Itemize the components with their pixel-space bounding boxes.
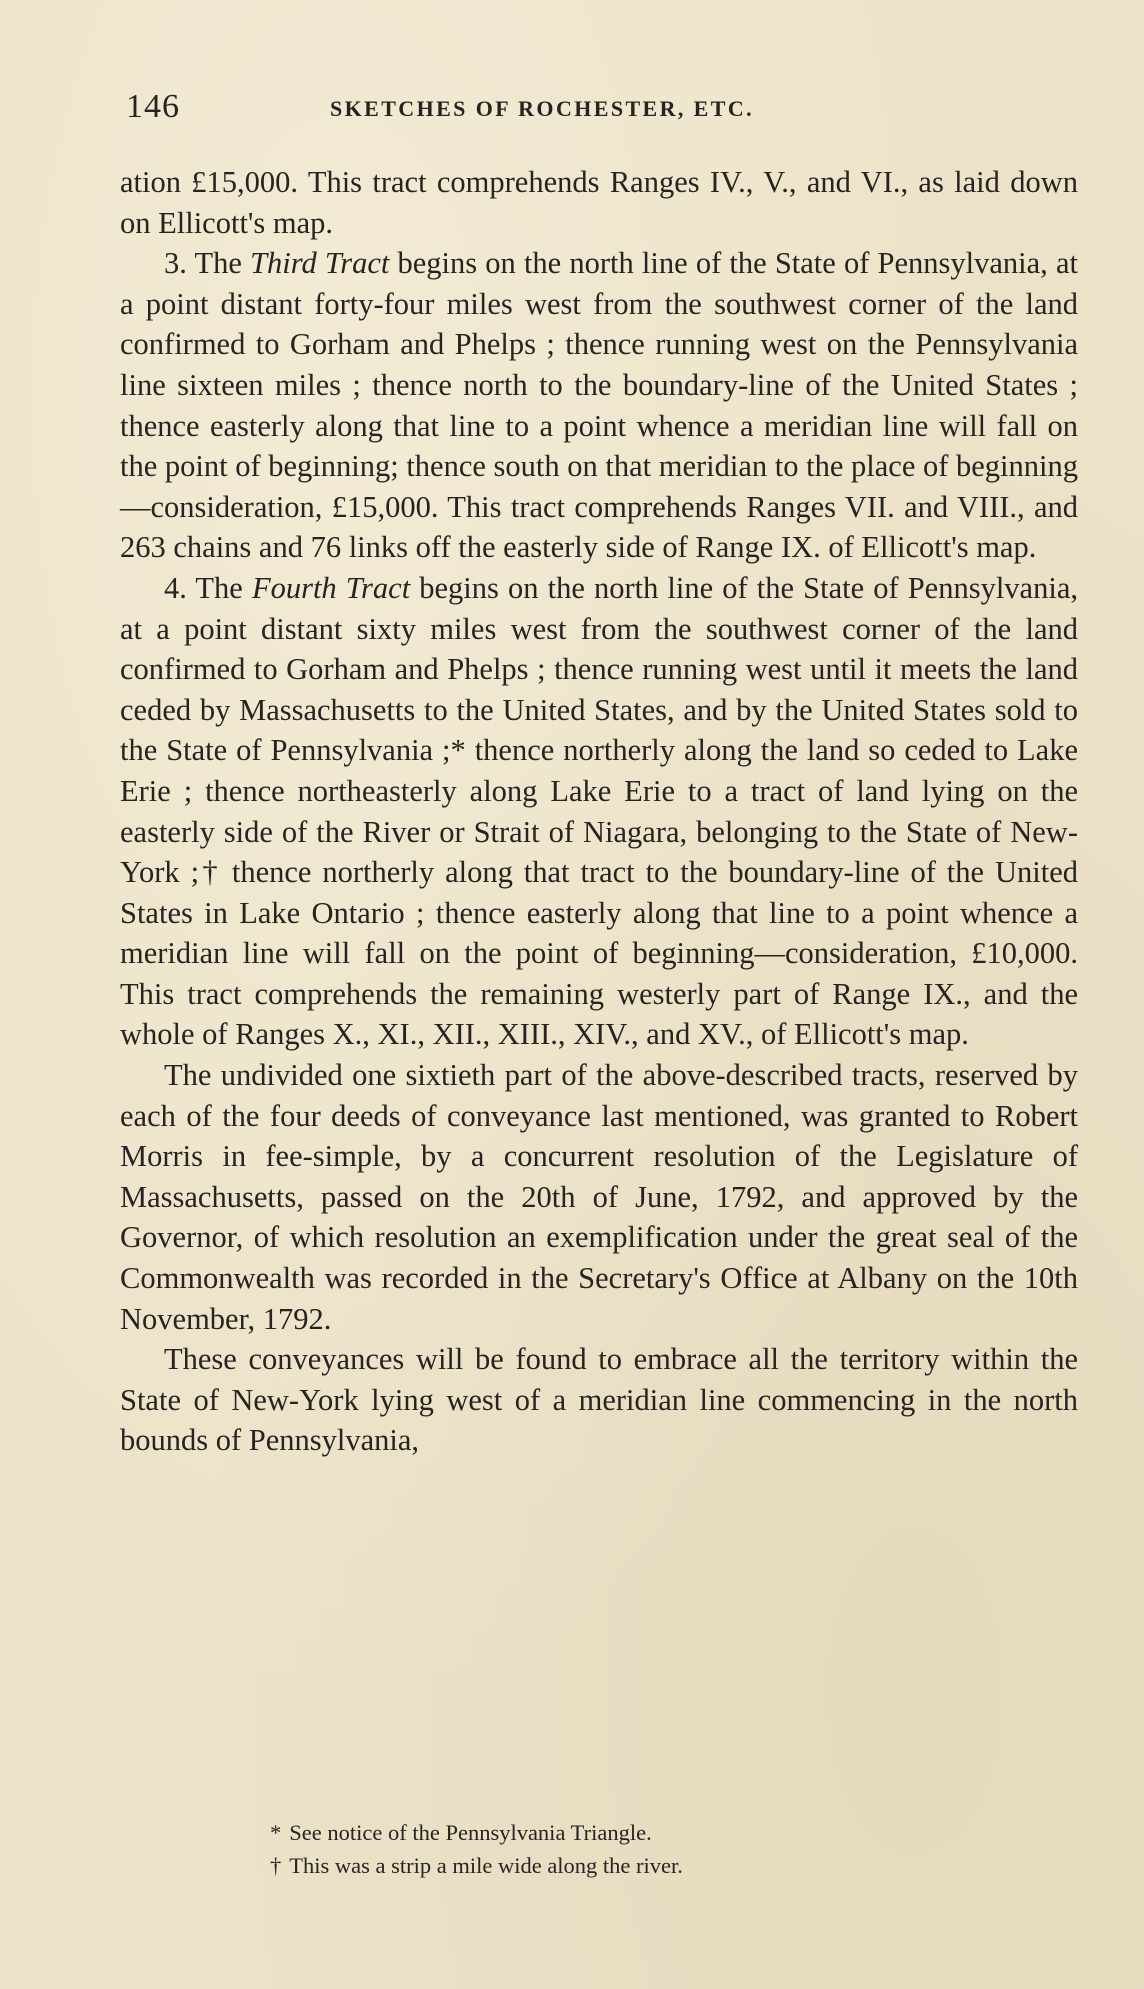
tract-name-italic: Third Tract xyxy=(250,246,390,281)
paragraph-fourth-tract xyxy=(120,568,1078,1055)
footnote-1 xyxy=(270,1816,970,1849)
running-head: SKETCHES OF ROCHESTER, ETC. xyxy=(330,96,755,121)
text-segment: These conveyances will be found to embrace all the territory within the State of New-York lying west of a meridian line commencing in the north bounds of Pennsylvania, xyxy=(120,1342,1078,1458)
text-segment: begins on the north line of the State of Pennsylvania, at a point distant sixty miles west from the southwest corner of the land confirmed to Gorham and Phelps ; thence running west until it meets the land ceded by Massachusetts to the United States, and by the United States sold to the State of Pennsylvania ;* thence northerly along the land so ceded to Lake Erie ; thence northeasterly along Lake Erie to a tract of land lying on the easterly side of the River or Strait of Niagara, belonging to the State of New-York ;† thence northerly along that tract to the boundary-line of the United States in Lake Ontario ; thence easterly along that line to a point whence a meridian line will fall on the point of beginning—consideration, £10,000. This tract comprehends the remaining westerly part of Range IX., and the whole of Ranges X., XI., XII., XIII., XIV., and XV., of Ellicott's map. xyxy=(120,570,1078,1052)
paragraph-third-tract xyxy=(120,243,1078,568)
text-segment: 4. The xyxy=(164,570,252,605)
tract-name-italic: Fourth Tract xyxy=(251,570,411,605)
footnote-text: This was a strip a mile wide along the river. xyxy=(289,1853,683,1878)
paragraph-undivided-part xyxy=(120,1055,1078,1339)
page-header xyxy=(118,88,1078,132)
text-segment: The undivided one sixtieth part of the above-described tracts, reserved by each of the four deeds of conveyance last mentioned, was granted to Robert Morris in fee-simple, by a concurrent resolution of the Legislature of Massachusetts, passed on the 20th of June, 1792, and approved by the Governor, of which resolution an exemplification under the great seal of the Commonwealth was recorded in the Secretary's Office at Albany on the 10th November, 1792. xyxy=(120,1058,1078,1336)
footnotes xyxy=(270,1816,970,1882)
body-text xyxy=(120,162,1078,1461)
page-number: 146 xyxy=(126,88,180,125)
paragraph-1 xyxy=(120,162,1078,243)
paragraph-conveyances xyxy=(120,1339,1078,1461)
text-segment: begins on the north line of the State of Pennsylvania, at a point distant forty-four miles west from the southwest corner of the land confirmed to Gorham and Phelps ; thence running west on the Pennsylvania line sixteen miles ; thence north to the boundary-line of the United States ; thence easterly along that line to a point whence a meridian line will fall on the point of beginning; thence south on that meridian to the place of beginning—consideration, £15,000. This tract comprehends Ranges VII. and VIII., and 263 chains and 76 links off the easterly side of Range IX. of Ellicott's map. xyxy=(120,246,1078,565)
dagger-footnote-mark: † xyxy=(270,1853,282,1878)
footnote-2 xyxy=(270,1849,970,1882)
footnote-text: See notice of the Pennsylvania Triangle. xyxy=(289,1820,652,1845)
text-segment: 3. The xyxy=(164,246,251,281)
text-segment: ation £15,000. This tract comprehends Ranges IV., V., and VI., as laid down on Ellicott's map. xyxy=(120,165,1078,240)
asterisk-footnote-mark: * xyxy=(270,1820,282,1845)
